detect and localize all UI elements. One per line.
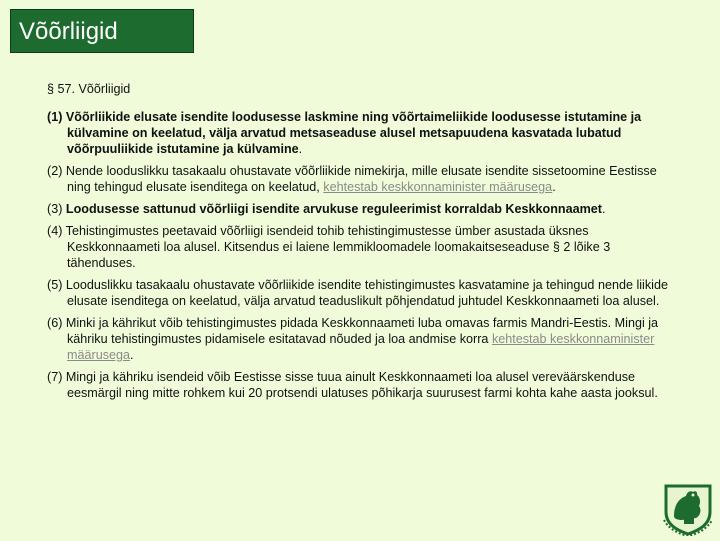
paragraph-1-end: . [298,142,303,156]
paragraph-2-end: . [552,180,556,194]
section-heading: § 57. Võõrliigid [47,82,131,96]
paragraph-6-link[interactable]: kehtestab keskkonnaminister määrusega [67,332,655,362]
paragraph-5: (5) Looduslikku tasakaalu ohustavate võõrliikide isendite tehistingimustes kasvatamine ja tehingud nende liikide elusate isenditega on keelatud, välja arvatud teaduslikult põhjendatud juhtudel Keskkonnaameti loa alusel. [47,278,668,308]
page-title: Võõrliigid [10,9,194,53]
paragraph-6 [47,315,679,363]
paragraph-3-text: Loodusesse sattunud võõrliigi isendite arvukuse reguleerimist korraldab Keskkonnaamet [65,202,602,216]
environment-board-crest-icon [660,480,716,536]
paragraph-3 [47,201,679,217]
paragraph-1 [47,109,679,157]
paragraph-7: (7) Mingi ja kähriku isendeid võib Eestisse sisse tuua ainult Keskkonnaameti loa alusel vereväärskenduse eesmärgil ning mitte rohkem kui 20 protsendi ulatuses põhikarja suurusest farmi kohta kahe aasta jooksul. [47,370,658,400]
paragraph-6-text: (6) Minki ja kährikut võib tehistingimustes pidada Keskkonnaameti luba omavas farmis Mandri-Eestis. Mingi ja kähriku tehistingimustes pidamisele esitatavad nõuded ja loa andmise korra [47,316,659,346]
paragraph-2-text: (2) Nende looduslikku tasakaalu ohustavate võõrliikide nimekirja, mille elusate isendite sissetoomine Eestisse ning tehingud elusate isenditega on keelatud, [47,164,657,194]
paragraph-4: (4) Tehistingimustes peetavaid võõrliigi isendeid tohib tehistingimustesse ümber asustada üksnes Keskkonnaameti loa alusel. Kitsendus ei laiene lemmikloomadele loomakaitseseaduse § 2 lõike 3 tähenduses. [47,224,611,270]
document-body [47,81,679,407]
paragraph-3-end: . [602,202,606,216]
paragraph-3-number: (3) [47,202,66,216]
paragraph-6-end: . [130,348,134,362]
paragraph-2 [47,163,679,195]
paragraph-1-text: (1) Võõrliikide elusate isendite loodusesse laskmine ning võõrtaimeliikide loodusesse istutamine ja külvamine on keelatud, välja arvatud metsaseaduse alusel metsapuudena kasvatada lubatud võõrpuuliikide istutamine ja külvamine [47,110,642,156]
paragraph-2-link[interactable]: kehtestab keskkonnaminister määrusega [323,180,553,194]
